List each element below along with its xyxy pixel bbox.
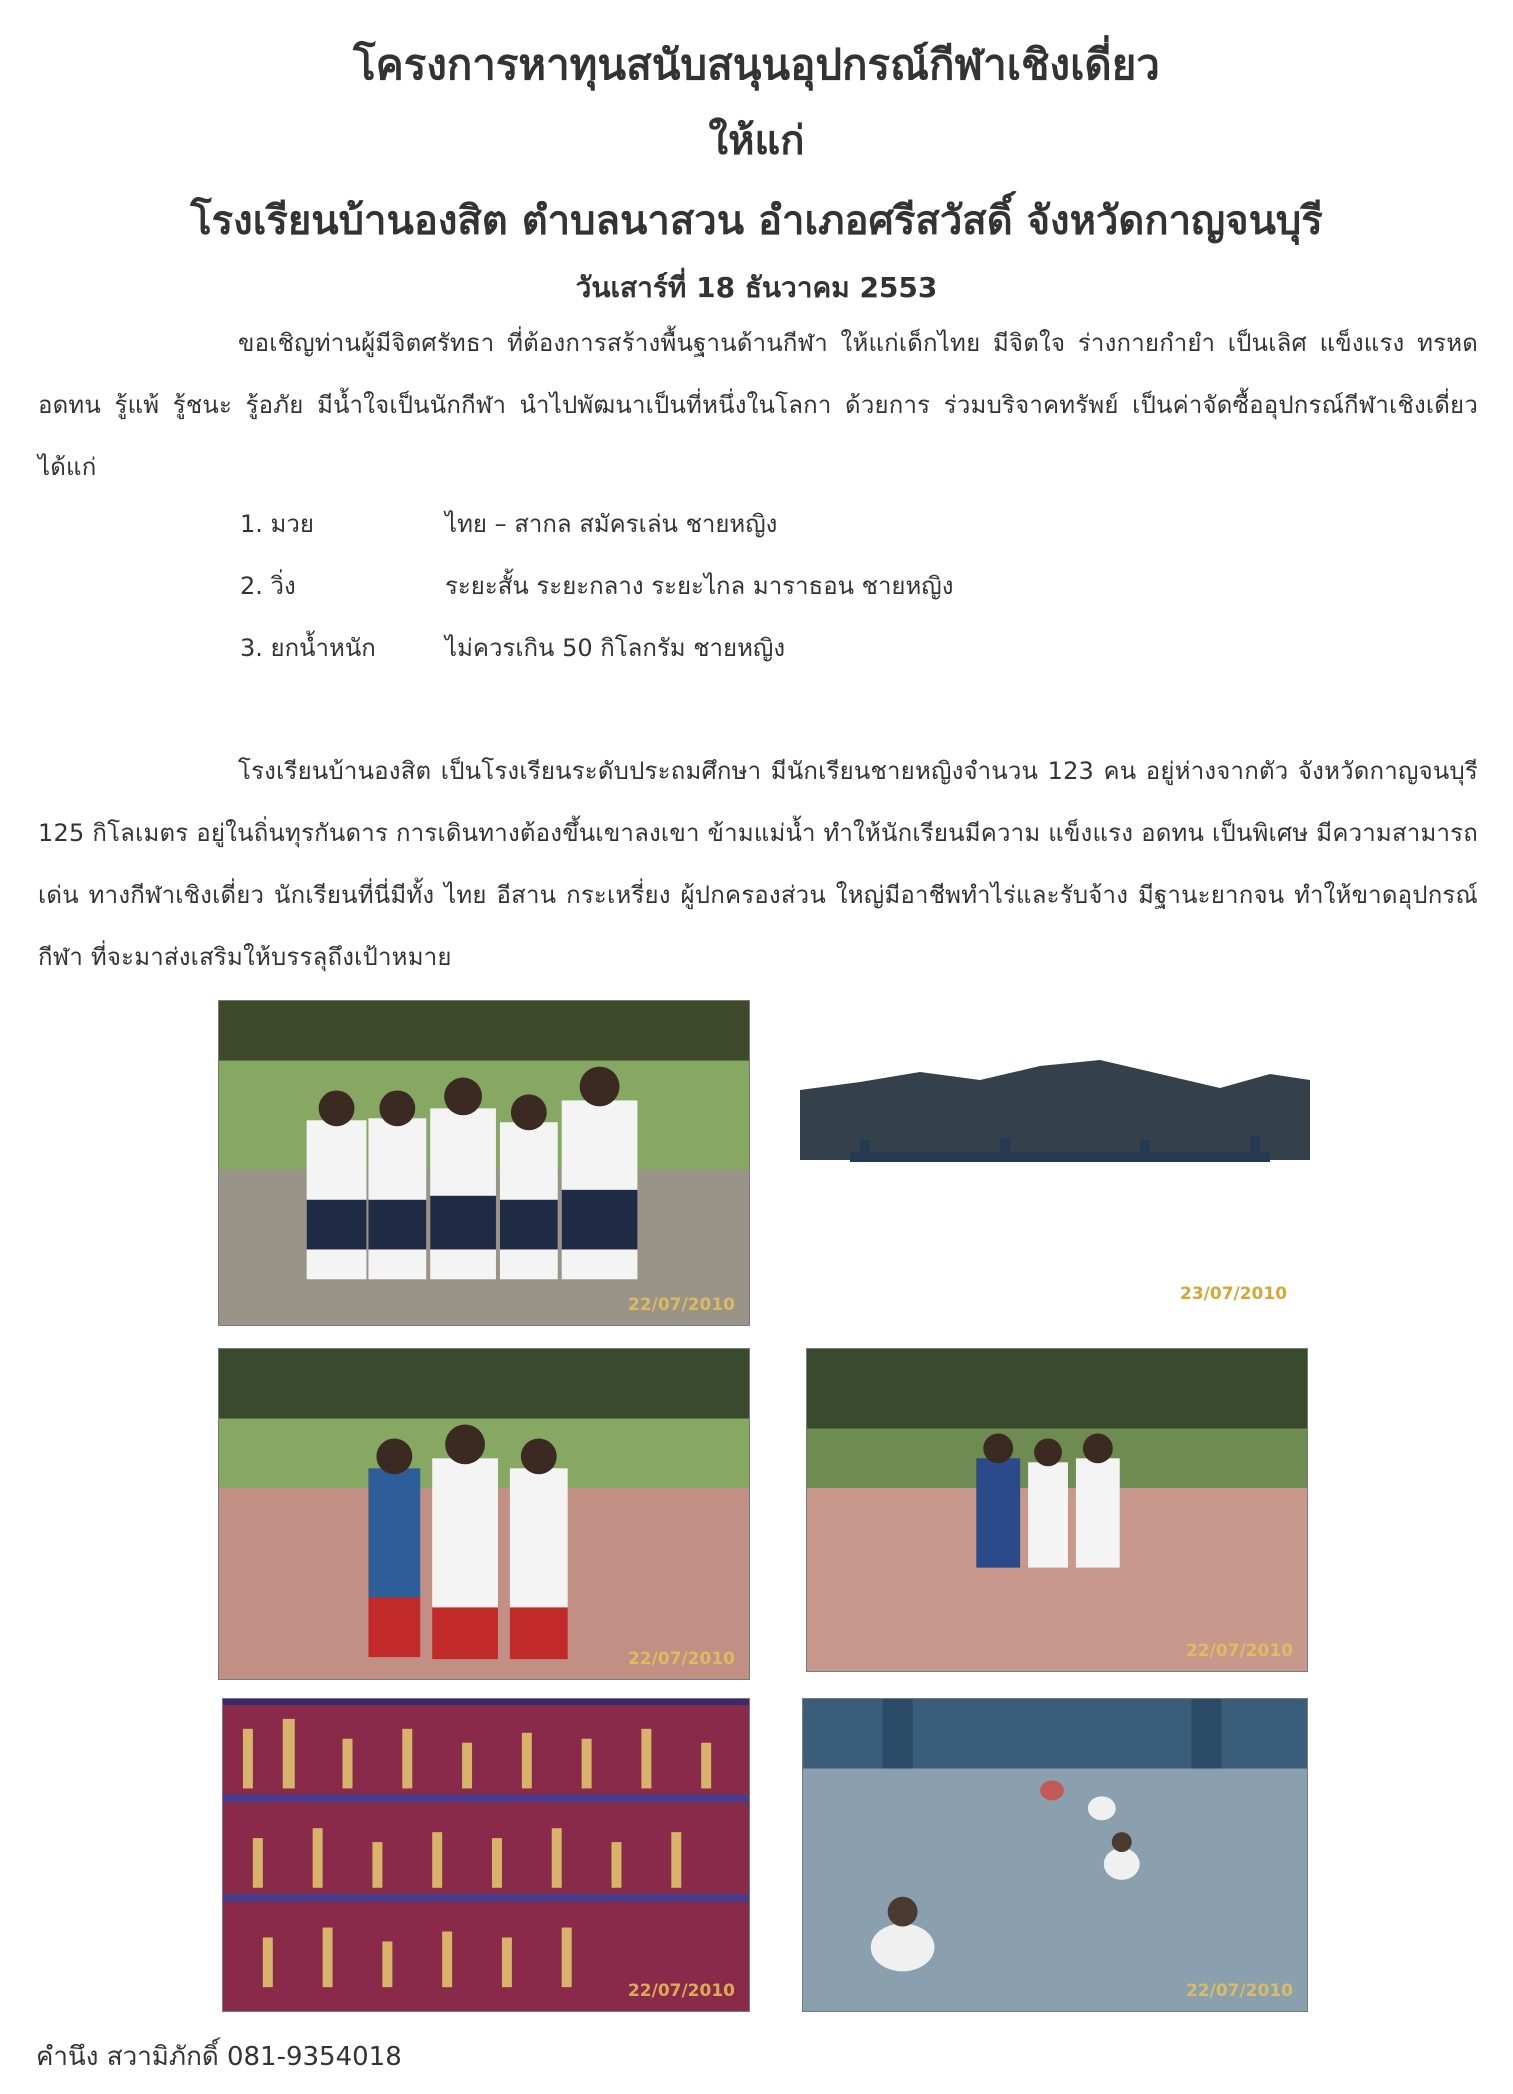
photo-trophy-shelves	[222, 1698, 750, 2012]
photo-hall-floor	[802, 1698, 1308, 2012]
sport-item	[240, 504, 777, 543]
photo-date-stamp: 23/07/2010	[1180, 1284, 1288, 1304]
photo-river-raft	[800, 1060, 1310, 1200]
sport-detail: ไม่ควรเกิน 50 กิโลกรัม ชายหญิง	[445, 634, 786, 662]
sport-item	[240, 566, 953, 605]
school-paragraph	[38, 740, 1478, 988]
photo-date-stamp: 22/07/2010	[627, 1649, 735, 1669]
photo-date-stamp: 22/07/2010	[627, 1295, 735, 1315]
school-text: โรงเรียนบ้านองสิต เป็นโรงเรียนระดับประถมศึกษา มีนักเรียนชายหญิงจำนวน 123 คน อยู่ห่างจากตัว จังหวัดกาญจนบุรี 125 กิโลเมตร อยู่ในถิ่นทุรกันดาร การเดินทางต้องขึ้นเขาลงเขา ข้ามแม่น้ำ ทำให้นักเรียนมีความ แข็งแรง อดทน เป็นพิเศษ มีความสามารถเด่น ทางกีฬาเชิงเดี่ยว นักเรียนที่นี่มีทั้ง ไทย อีสาน กระเหรี่ยง ผู้ปกครองส่วน ใหญ่มีอาชีพทำไร่และรับจ้าง มีฐานะยากจน ทำให้ขาดอุปกรณ์กีฬา ที่จะมาส่งเสริมให้บรรลุถึงเป้าหมาย	[38, 757, 1478, 971]
sport-name: 2. วิ่ง	[240, 572, 296, 600]
sport-name: 1. มวย	[240, 510, 314, 538]
intro-paragraph	[38, 312, 1478, 498]
photo-girls-students	[218, 1000, 750, 1326]
sport-name: 3. ยกน้ำหนัก	[240, 634, 376, 662]
sport-item	[240, 628, 785, 667]
contact-info: คำนึง สวามิภักดิ์ 081-9354018	[36, 2042, 402, 2072]
photo-date-stamp: 22/07/2010	[1185, 1641, 1293, 1661]
event-date: วันเสาร์ที่ 18 ธันวาคม 2553	[575, 271, 938, 304]
intro-text: ขอเชิญท่านผู้มีจิตศรัทธา ที่ต้องการสร้างพื้นฐานด้านกีฬา ให้แก่เด็กไทย มีจิตใจ ร่างกายกำยำ เป็นเลิศ แข็งแรง ทรหด อดทน รู้แพ้ รู้ชนะ รู้อภัย มีน้ำใจเป็นนักกีฬา นำไปพัฒนาเป็นที่หนึ่งในโลกา ด้วยการ ร่วมบริจาคทรัพย์ เป็นค่าจัดซื้ออุปกรณ์กีฬาเชิงเดี่ยว ได้แก่	[38, 329, 1478, 481]
title-for: ให้แก่	[708, 118, 805, 164]
photo-boys-students	[218, 1348, 750, 1680]
photo-date-stamp: 22/07/2010	[1185, 1981, 1293, 2001]
school-title: โรงเรียนบ้านองสิต ตำบลนาสวน อำเภอศรีสวัสดิ์ จังหวัดกาญจนบุรี	[190, 198, 1323, 244]
project-title: โครงการหาทุนสนับสนุนอุปกรณ์กีฬาเชิงเดี่ยว	[353, 40, 1160, 89]
sport-detail: ระยะสั้น ระยะกลาง ระยะไกล มาราธอน ชายหญิง	[445, 572, 954, 600]
photo-three-kids	[806, 1348, 1308, 1672]
sport-detail: ไทย – สากล สมัครเล่น ชายหญิง	[445, 510, 778, 538]
photo-date-stamp: 22/07/2010	[627, 1981, 735, 2001]
